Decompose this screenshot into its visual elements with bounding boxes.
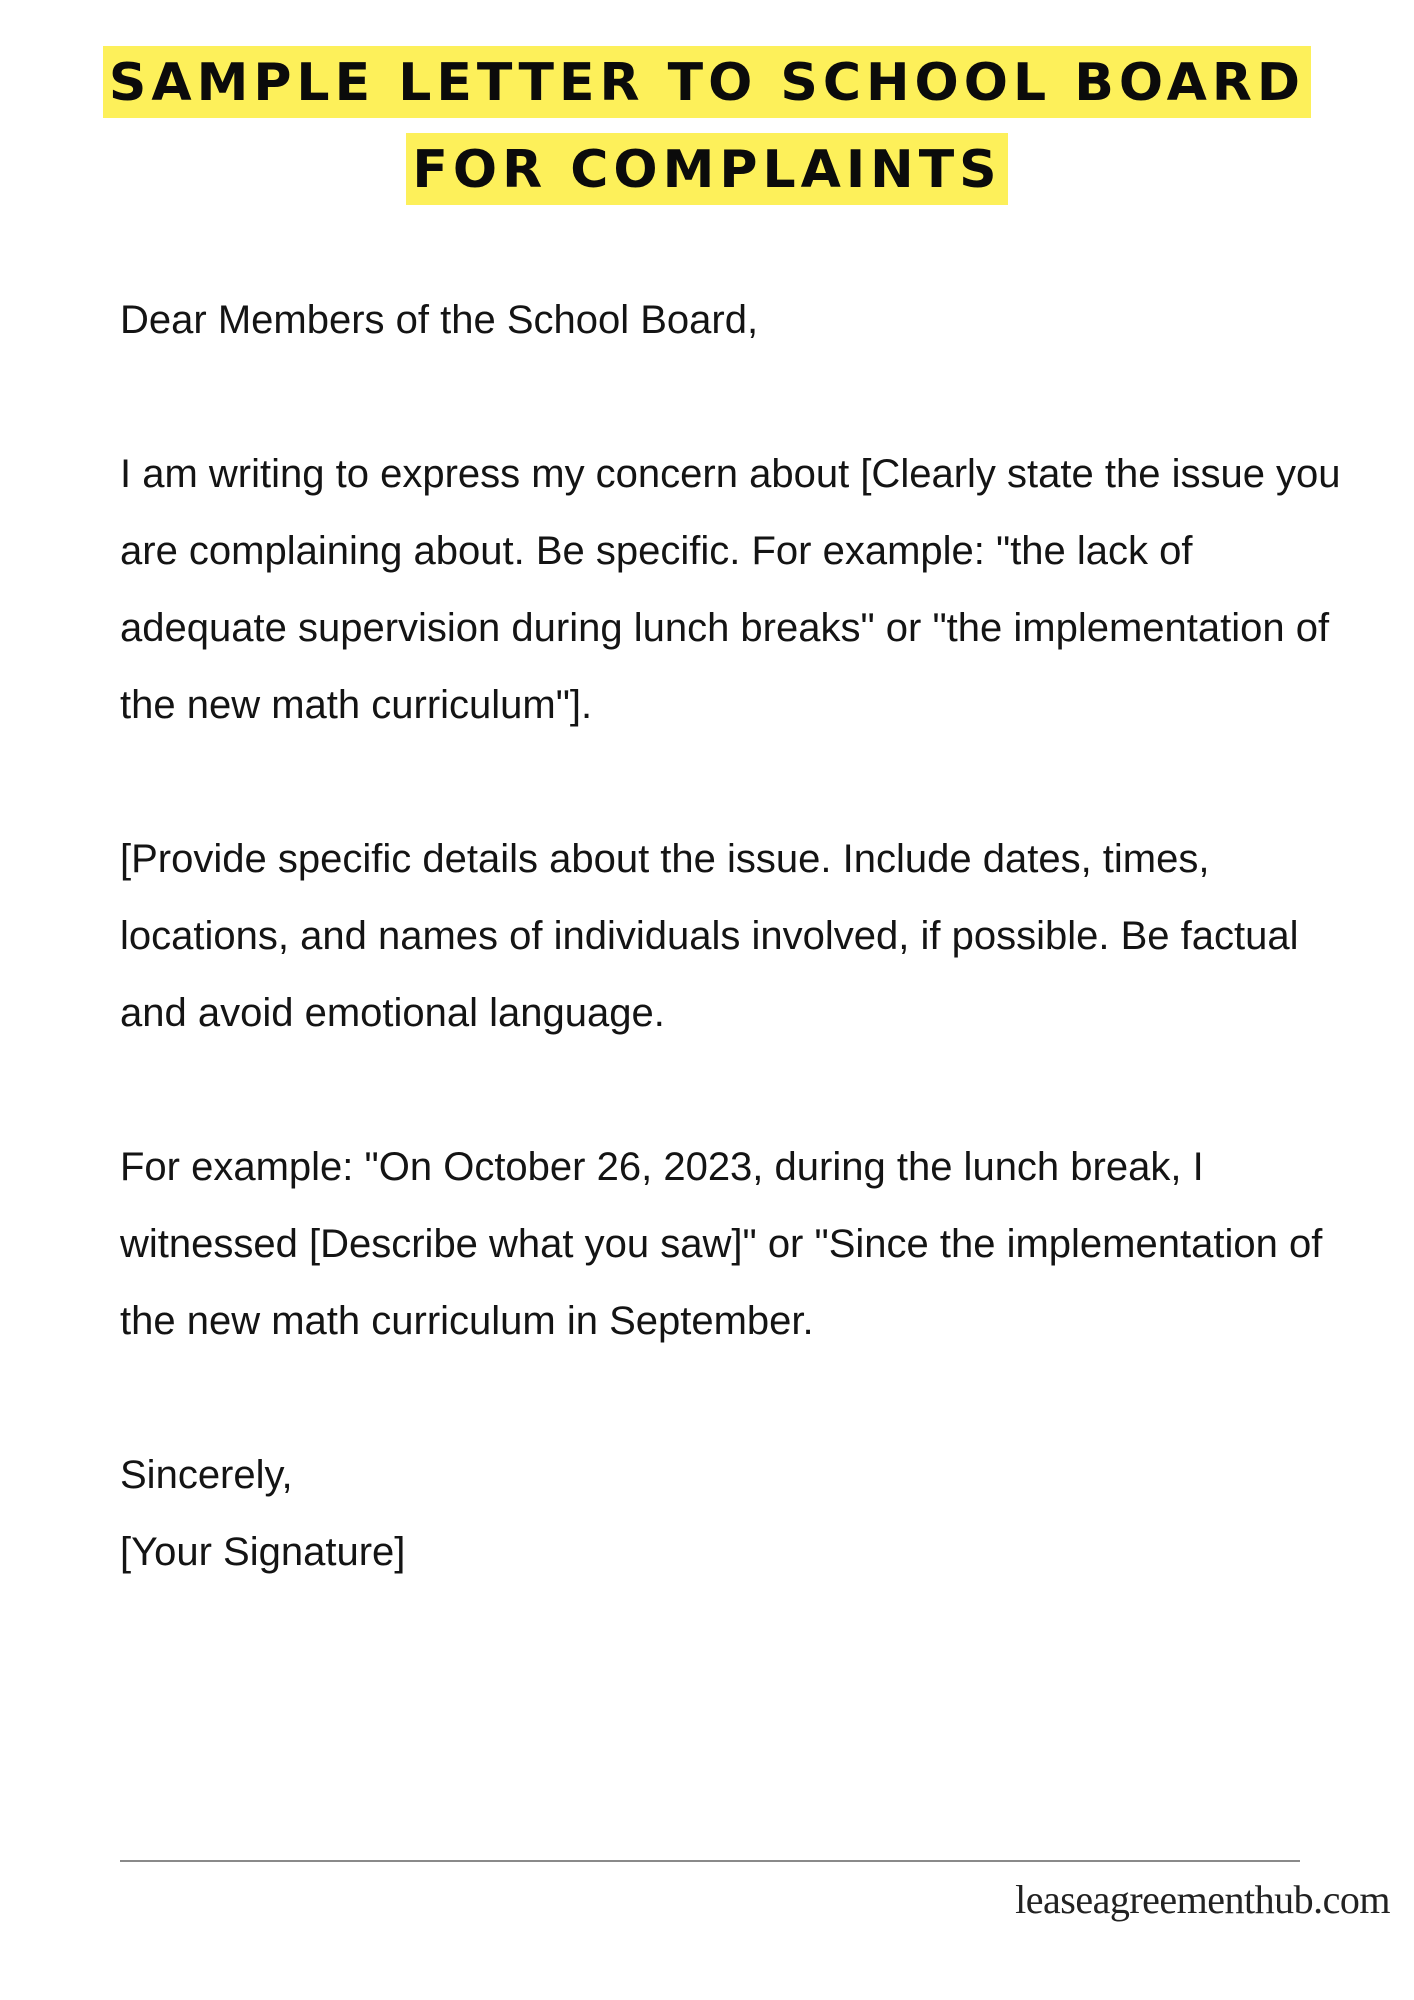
signature-placeholder: [Your Signature] [120,1530,406,1574]
paragraph-details: [Provide specific details about the issue. Include dates, times, locations, and names of individuals involved, if possible. Be factual and avoid emotional language. [120,837,1299,1035]
page-title [0,46,1414,220]
footer-website: leaseagreementhub.com [1015,1877,1390,1922]
title-line-2: FOR COMPLAINTS [406,133,1007,205]
letter-body [120,282,1360,1591]
title-line-1: SAMPLE LETTER TO SCHOOL BOARD [103,46,1311,118]
closing: Sincerely, [120,1453,293,1497]
paragraph-concern: I am writing to express my concern about [Clearly state the issue you are complaining about. Be specific. For example: "the lack of adequate supervision during lunch breaks" or "the implementation of the new math curriculum"]. [120,452,1341,727]
paragraph-example: For example: "On October 26, 2023, during the lunch break, I witnessed [Describe what you saw]" or "Since the implementation of the new math curriculum in September. [120,1145,1323,1343]
salutation: Dear Members of the School Board, [120,298,759,342]
footer-divider [120,1860,1300,1862]
